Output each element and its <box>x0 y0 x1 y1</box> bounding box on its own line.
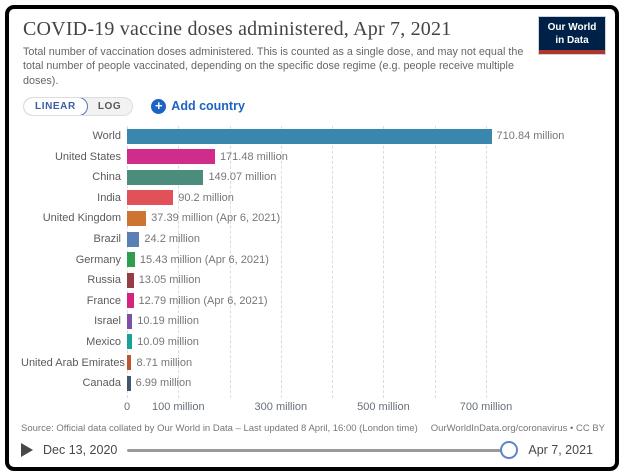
bar-label[interactable]: Germany <box>75 253 121 266</box>
bar-value-label: 8.71 million <box>136 356 193 369</box>
log-button[interactable]: LOG <box>97 100 122 112</box>
bar-row <box>21 311 605 332</box>
bar-row <box>21 373 605 394</box>
bar-area <box>127 188 605 209</box>
linear-button[interactable]: LINEAR <box>23 97 88 116</box>
bar-label[interactable]: China <box>92 171 121 184</box>
x-axis-tick: 300 million <box>254 401 308 414</box>
owid-logo-line1: Our World <box>547 22 597 33</box>
bar-value-label: 6.99 million <box>135 377 192 390</box>
bar[interactable] <box>127 190 173 205</box>
bar-value-label: 149.07 million <box>208 171 277 184</box>
bar-area <box>127 126 605 147</box>
bar-rows <box>21 126 605 394</box>
bar-row <box>21 270 605 291</box>
play-icon[interactable] <box>21 443 33 457</box>
bar-label[interactable]: United States <box>54 150 121 163</box>
bar-label[interactable]: World <box>92 130 121 143</box>
source-link[interactable]: OurWorldInData.org/coronavirus • CC BY <box>430 423 605 434</box>
bar-row <box>21 146 605 167</box>
bar-label[interactable]: France <box>86 294 121 307</box>
bar-label[interactable]: Brazil <box>93 233 121 246</box>
timeline-track[interactable] <box>127 449 504 452</box>
bar-area <box>127 373 605 394</box>
timeline-end-date: Apr 7, 2021 <box>528 443 593 457</box>
bar-value-label: 24.2 million <box>144 233 201 246</box>
bar-row <box>21 332 605 353</box>
bar-label[interactable]: Mexico <box>86 335 121 348</box>
bar-label[interactable]: United Kingdom <box>42 212 121 225</box>
header <box>19 16 605 88</box>
bar-area <box>127 311 605 332</box>
bar-row <box>21 208 605 229</box>
bar[interactable] <box>127 334 132 349</box>
bar-value-label: 710.84 million <box>496 130 565 143</box>
bar-row <box>21 229 605 250</box>
bar-area <box>127 167 605 188</box>
bar-area <box>127 291 605 312</box>
bar-label[interactable]: United Arab Emirates <box>21 356 125 369</box>
bar-row <box>21 167 605 188</box>
bar-row <box>21 291 605 312</box>
bar[interactable] <box>127 149 215 164</box>
bar[interactable] <box>127 252 135 267</box>
owid-logo[interactable] <box>539 17 605 54</box>
footer <box>19 423 605 459</box>
chart-subtitle: Total number of vaccination doses administered. This is counted as a single dose, and may not equal the total number of people vaccinated, depending on the specific dose regime (e.g. people receive multiple doses). <box>23 46 524 87</box>
bar[interactable] <box>127 293 134 308</box>
bar-row <box>21 126 605 147</box>
bar-value-label: 10.09 million <box>137 335 199 348</box>
x-axis <box>21 397 605 417</box>
bar[interactable] <box>127 232 139 247</box>
bar-label[interactable]: Russia <box>87 274 121 287</box>
chart-title: COVID-19 vaccine doses administered, Apr 7, 2021 <box>23 18 452 40</box>
x-axis-tick: 700 million <box>459 401 513 414</box>
x-axis-tick: 0 <box>123 401 131 414</box>
bar-area <box>127 332 605 353</box>
bar-label[interactable]: Israel <box>94 315 121 328</box>
bar-value-label: 10.19 million <box>137 315 199 328</box>
bar-row <box>21 188 605 209</box>
source-text: Source: Official data collated by Our World in Data – Last updated 8 April, 16:00 (London time) <box>21 423 418 434</box>
source-row <box>19 423 605 434</box>
bar-value-label: 37.39 million (Apr 6, 2021) <box>151 212 281 225</box>
bar[interactable] <box>127 170 203 185</box>
add-country-button[interactable] <box>151 99 245 114</box>
bar-area <box>127 208 605 229</box>
bar[interactable] <box>127 211 146 226</box>
bar-value-label: 15.43 million (Apr 6, 2021) <box>139 253 269 266</box>
bar[interactable] <box>127 376 131 391</box>
controls-bar <box>23 97 605 116</box>
scale-toggle <box>23 97 133 116</box>
owid-logo-line2: in Data <box>555 34 589 46</box>
timeline-handle[interactable] <box>500 441 518 459</box>
bar-value-label: 171.48 million <box>219 150 288 163</box>
bar[interactable] <box>127 273 134 288</box>
bar-area <box>127 352 605 373</box>
timeline-start-date: Dec 13, 2020 <box>43 443 118 457</box>
bar-area <box>127 270 605 291</box>
bar-label[interactable]: Canada <box>82 377 121 390</box>
bar-label[interactable]: India <box>97 191 121 204</box>
bar[interactable] <box>127 314 132 329</box>
plus-icon: + <box>151 99 166 114</box>
timeline <box>19 441 605 459</box>
bar-value-label: 13.05 million <box>138 274 201 287</box>
bar-row <box>21 352 605 373</box>
bar-chart <box>21 126 605 418</box>
add-country-label: Add country <box>171 99 245 114</box>
bar-value-label: 12.79 million (Apr 6, 2021) <box>138 294 268 307</box>
bar-area <box>127 229 605 250</box>
bar-area <box>127 146 605 167</box>
x-axis-tick: 500 million <box>357 401 410 414</box>
chart-frame <box>5 5 619 471</box>
bar[interactable] <box>127 355 131 370</box>
bar[interactable] <box>127 129 492 144</box>
bar-area <box>127 249 605 270</box>
bar-value-label: 90.2 million <box>178 191 234 204</box>
x-axis-tick: 100 million <box>151 401 205 414</box>
bar-row <box>21 249 605 270</box>
